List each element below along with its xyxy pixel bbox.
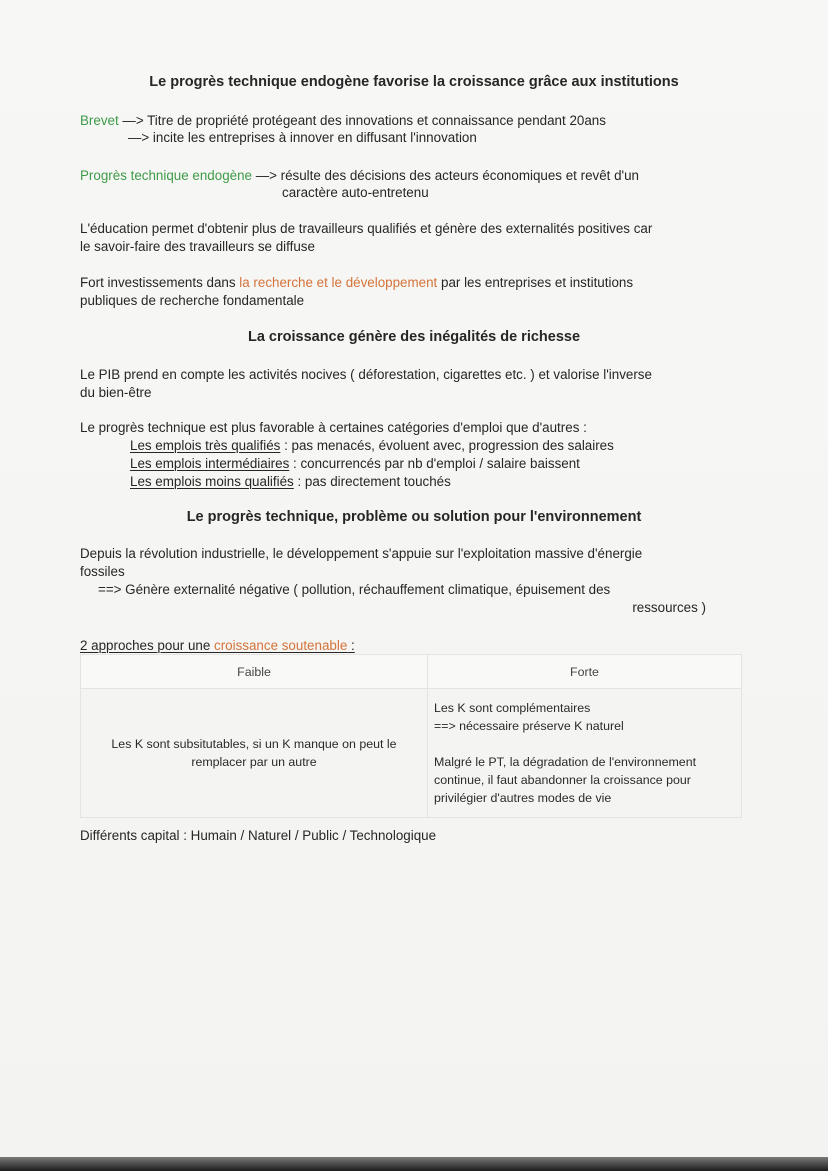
revolution-line-2: fossiles [80,564,125,579]
forte-line: ==> nécessaire préserve K naturel [434,719,624,733]
emploi-item [130,455,580,473]
brevet-term: Brevet [80,113,119,128]
approches-heading [80,637,355,655]
investissements-post: par les entreprises et institutions [437,275,634,290]
forte-line: Malgré le PT, la dégradation de l'environnement continue, il faut abandonner la croissance pour privilégier d'autres modes de vie [434,755,697,805]
investissements-line-2: publiques de recherche fondamentale [80,293,305,308]
croissance-soutenable-highlight: croissance soutenable [214,638,348,653]
cell-forte [428,689,742,818]
education-line-2: le savoir-faire des travailleurs se diffuse [80,239,315,254]
header-faible: Faible [81,655,428,689]
progres-endogene-term: Progrès technique endogène [80,168,252,183]
forte-line: Les K sont complémentaires [434,701,591,715]
pib-line-1: Le PIB prend en compte les activités nocives ( déforestation, cigarettes etc. ) et valorise l'inverse [80,367,652,382]
revolution-line-4: ressources ) [632,600,706,615]
approches-post: : [347,638,355,653]
table-header-row [81,655,742,689]
progres-intro: Le progrès technique est plus favorable à certaines catégories d'emploi que d'autres : [80,420,587,435]
scan-bottom-edge [0,1157,828,1171]
progres-endogene-line-1 [80,167,639,185]
investissements-pre: Fort investissements dans [80,275,240,290]
revolution-line-1: Depuis la révolution industrielle, le développement s'appuie sur l'exploitation massive d'énergie [80,546,643,561]
brevet-definition: —> Titre de propriété protégeant des innovations et connaissance pendant 20ans [118,113,606,128]
progres-endogene-definition: —> résulte des décisions des acteurs économiques et revêt d'un [251,168,639,183]
approaches-table [80,654,742,818]
section-title-environnement: Le progrès technique, problème ou solution pour l'environnement [186,509,642,525]
brevet-line-1 [80,112,606,130]
pib-line-2: du bien-être [80,385,152,400]
emploi-item [130,473,451,491]
investissements-line-1 [80,274,633,292]
emploi-label: Les emplois très qualifiés [130,438,281,453]
section-title-inegalites: La croissance génère des inégalités de richesse [247,329,581,345]
progres-endogene-line-2: caractère auto-entretenu [282,185,429,200]
recherche-developpement-highlight: la recherche et le développement [239,275,438,290]
cell-faible: Les K sont subsitutables, si un K manque on peut le remplacer par un autre [81,689,428,818]
revolution-line-3: ==> Génère externalité négative ( pollution, réchauffement climatique, épuisement des [98,582,611,597]
brevet-line-2: —> incite les entreprises à innover en diffusant l'innovation [128,130,477,145]
emploi-text: : pas menacés, évoluent avec, progression des salaires [280,438,614,453]
emploi-item [130,437,614,455]
section-title-progres-endogene: Le progrès technique endogène favorise la croissance grâce aux institutions [149,74,679,90]
header-forte: Forte [428,655,742,689]
emploi-label: Les emplois moins qualifiés [130,474,294,489]
education-line-1: L'éducation permet d'obtenir plus de travailleurs qualifiés et génère des externalités positives car [80,221,653,236]
table-row [81,689,742,818]
differents-capital: Différents capital : Humain / Naturel / Public / Technologique [80,828,437,843]
emploi-label: Les emplois intermédiaires [130,456,290,471]
approches-pre: 2 approches pour une [80,638,215,653]
emploi-text: : concurrencés par nb d'emploi / salaire baissent [289,456,580,471]
emploi-text: : pas directement touchés [293,474,451,489]
